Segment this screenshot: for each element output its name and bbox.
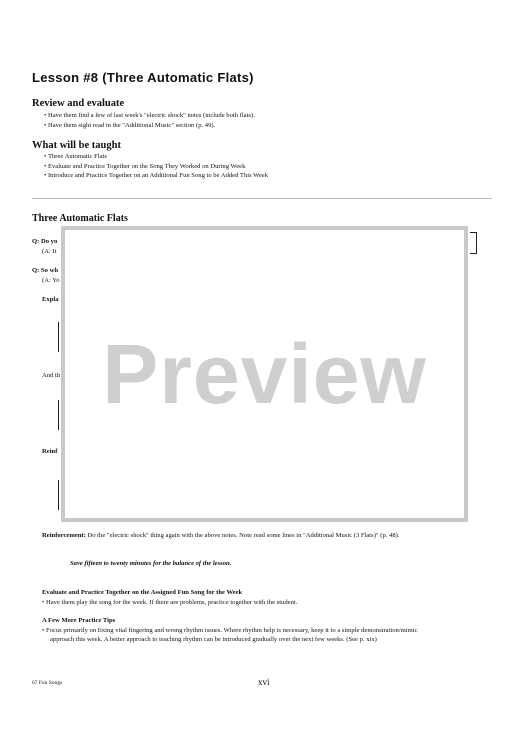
preview-overlay — [61, 226, 468, 522]
review-heading: Review and evaluate — [32, 98, 125, 109]
tips-heading: A Few More Practice Tips — [42, 617, 116, 624]
evaluate-bullets — [42, 598, 297, 608]
evaluate-heading: Evaluate and Practice Together on the Assigned Fun Song for the Week — [42, 589, 243, 596]
footer-book-title: 67 Fun Songs — [32, 680, 63, 686]
save-note: Save fifteen to twenty minutes for the balance of the lesson. — [70, 560, 232, 567]
answer-2: (A: Yo — [42, 277, 60, 284]
page-number: xvi — [258, 677, 270, 687]
explain-label: Expla — [42, 296, 59, 303]
list-item: • Introduce and Practice Together on an Additional Fun Song to be Added This Week — [44, 171, 268, 181]
taught-bullets — [44, 152, 268, 181]
answer-1: (A: It — [42, 248, 57, 255]
reinforcement-line — [42, 532, 502, 539]
tips-line-1: • Focus primarily on fixing vital fingering and wrong rhythm issues. Where rhythm help is necessary, keep it to a simple demonstration/mimic — [42, 627, 418, 634]
tips-text-1: Focus primarily on fixing vital fingering and wrong rhythm issues. Where rhythm help is necessary, keep it to a simple demonstration/mimic — [45, 627, 418, 634]
list-item: • Have them find a few of last week's "electric shock" notes (include both flats). — [44, 111, 255, 121]
reinforcement-label: Reinforcement: — [42, 532, 86, 539]
reinforce-label: Reinf — [42, 448, 58, 455]
list-item: • Three Automatic Flats — [44, 152, 268, 162]
section-heading: Three Automatic Flats — [32, 213, 128, 224]
taught-heading: What will be taught — [32, 140, 121, 151]
review-bullets — [44, 111, 255, 130]
and-then-label: And th — [42, 372, 61, 379]
list-item: • Have them sight read in the "Additional Music" section (p. 49). — [44, 121, 255, 131]
staff-fragment — [470, 232, 477, 254]
lesson-title: Lesson #8 (Three Automatic Flats) — [32, 70, 254, 85]
section-divider — [32, 198, 492, 199]
reinforcement-text: Do the "electric shock" thing again with the above notes. Note read some lines in "Additional Music (3 Flats)" (p. 48). — [85, 532, 400, 539]
question-2: Q: So wh — [32, 267, 59, 274]
list-item: • Have them play the song for the week. If there are problems, practice together with the student. — [42, 598, 297, 608]
preview-watermark: Preview — [102, 327, 427, 421]
question-1: Q: Do yo — [32, 238, 58, 245]
tips-line-2: approach this week. A better approach to teaching rhythm can be introduced gradually over the next few weeks. (See p. xix) — [50, 636, 377, 643]
list-item: • Evaluate and Practice Together on the Song They Worked on During Week — [44, 162, 268, 172]
